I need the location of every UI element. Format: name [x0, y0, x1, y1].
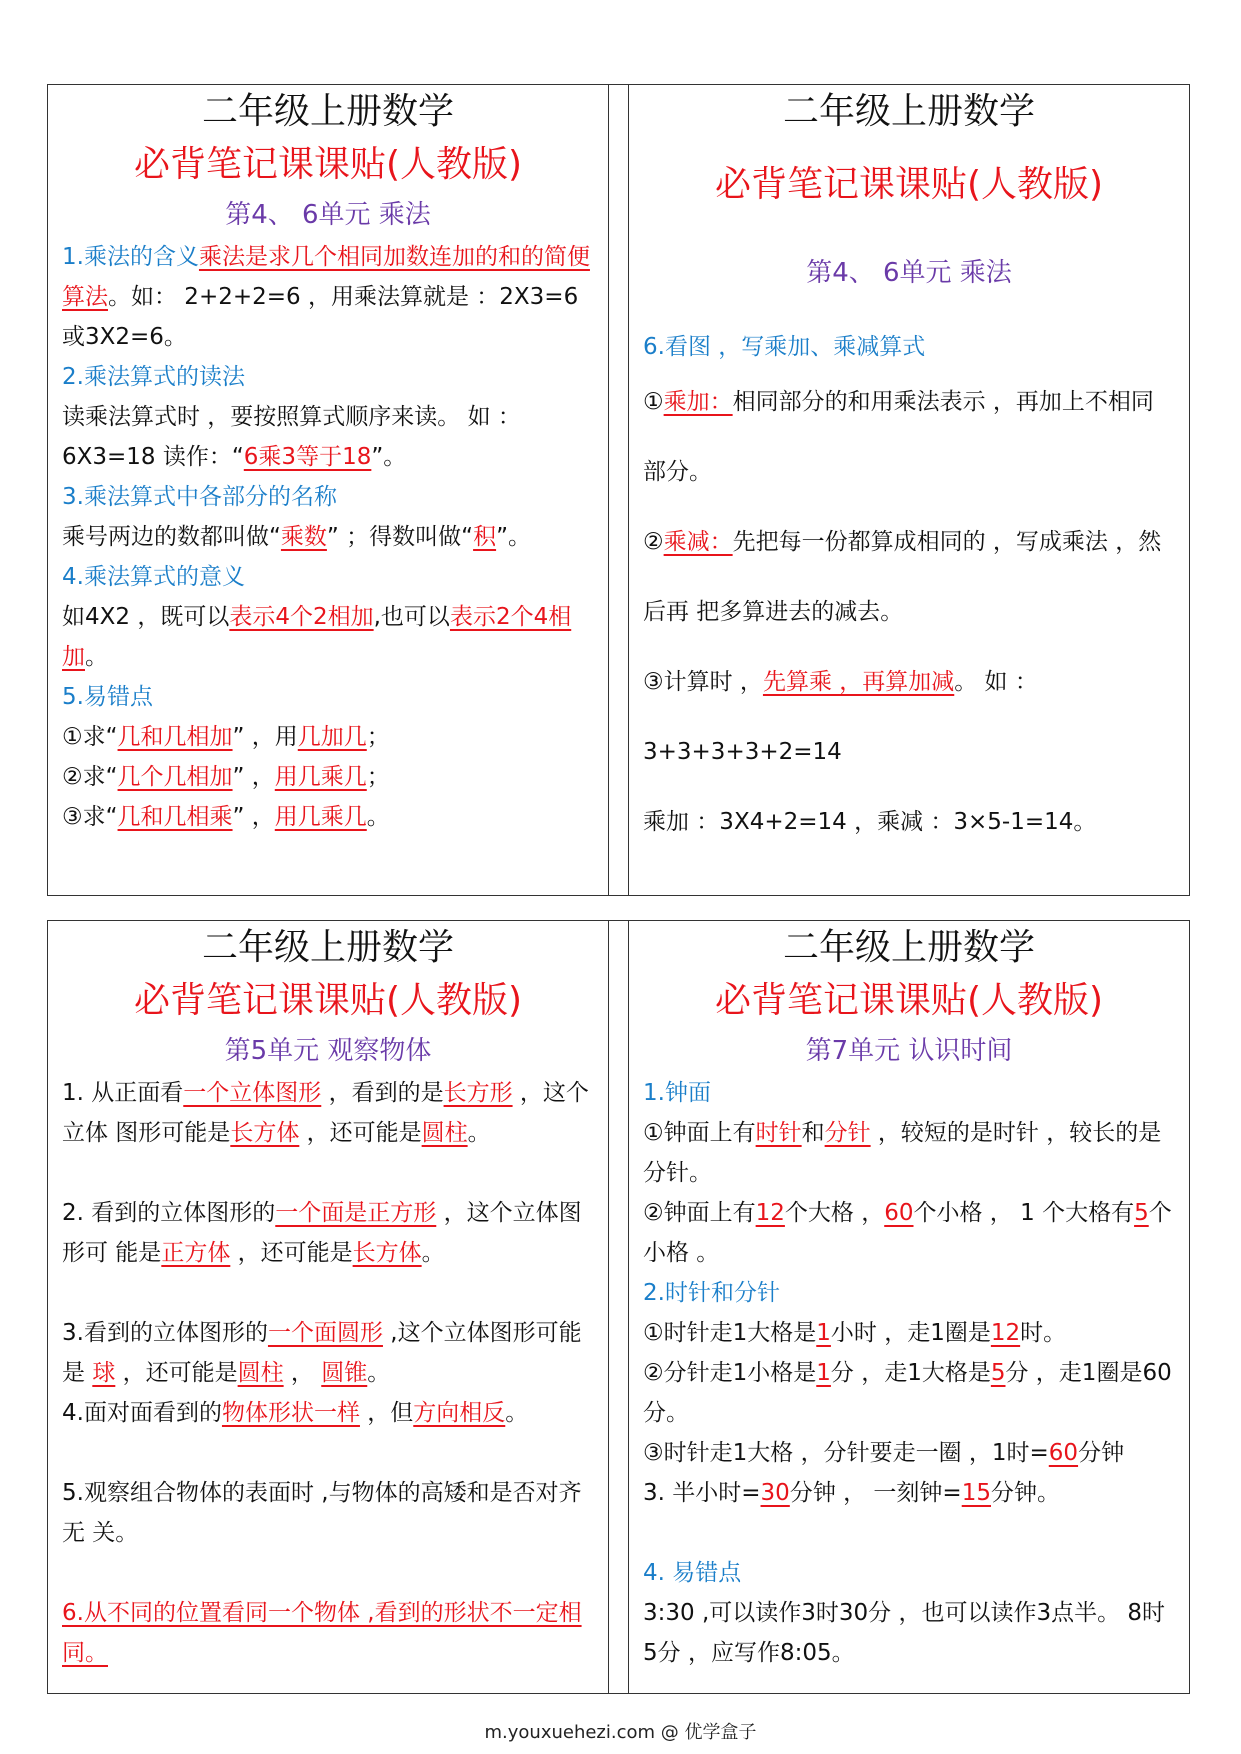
- key-point: 积: [473, 524, 497, 550]
- text: ；: [366, 724, 390, 750]
- text: 。: [367, 1360, 391, 1386]
- unit-title: 第4、 6单元 乘法: [806, 258, 1012, 288]
- card-observing-objects: [48, 921, 608, 1693]
- text: ，看到的是: [321, 1080, 444, 1106]
- text: ” ，: [232, 804, 275, 830]
- grade-title: 二年级上册数学: [201, 91, 454, 132]
- key-point: 6.从不同的位置看同一个物体 ,看到的形状不一定相同。: [62, 1600, 582, 1666]
- point-4: [62, 1393, 594, 1433]
- text: ” ；得数叫做“: [326, 524, 474, 550]
- text: ③时针走1大格 ，分针要走一圈 ，1时=: [643, 1440, 1049, 1466]
- text: 分钟: [1078, 1440, 1125, 1466]
- text: ,这个立体图形可能是: [62, 1320, 582, 1386]
- text: 分 ，走1圈是60分。: [643, 1360, 1172, 1426]
- key-point: 一个面圆形: [267, 1320, 383, 1346]
- clock-face-line: [643, 1113, 1175, 1193]
- card-subtitle: 必背笔记课课贴(人教版): [133, 980, 523, 1021]
- text: 。如： 2+2+2=6 ，用乘法算就是 ：2X3=6或3X2=6。: [62, 284, 579, 350]
- key-point: 几加几: [297, 724, 367, 750]
- example-expression: 3+3+3+3+2=14: [643, 739, 842, 765]
- text: 。 如 ：: [954, 669, 1038, 695]
- text: ，这个立体 图形可能是: [62, 1080, 589, 1146]
- grade-title: 二年级上册数学: [782, 91, 1035, 132]
- rule-multiply-subtract: [643, 507, 1175, 647]
- text: 如4X2 ，既可以: [62, 604, 230, 630]
- text: 分钟。: [991, 1480, 1060, 1506]
- section-heading: 6.看图 ，写乘加、乘减算式: [643, 334, 926, 360]
- section-heading: 4.乘法算式的意义: [62, 564, 245, 590]
- text: 3.看到的立体图形的: [62, 1320, 268, 1346]
- key-point: 时针: [755, 1120, 802, 1146]
- card-subtitle: 必背笔记课课贴(人教版): [714, 980, 1104, 1021]
- text: 4.面对面看到的: [62, 1400, 222, 1426]
- section-heading: 1.钟面: [643, 1080, 711, 1106]
- text: 先把每一份都算成相同的 ，写成乘法 ，然后再 把多算进去的减去。: [643, 529, 1162, 625]
- text: ” ，用: [232, 724, 298, 750]
- key-point: 几和几相乘: [117, 804, 233, 830]
- point-1: [62, 1073, 594, 1153]
- section-heading: 1.乘法的含义: [62, 244, 199, 270]
- text: ②求“: [62, 764, 118, 790]
- text: ①钟面上有: [643, 1120, 756, 1146]
- unit-title: 第4、 6单元 乘法: [225, 200, 431, 230]
- spacer: [62, 1553, 594, 1593]
- card-subtitle: 必背笔记课课贴(人教版): [714, 164, 1104, 205]
- text: 2. 看到的立体图形的: [62, 1200, 276, 1226]
- text: ，但: [359, 1400, 414, 1426]
- key-point: 30: [760, 1480, 790, 1506]
- key-point: 用几乘几: [274, 764, 367, 790]
- text: ，较短的是时针 ，较长的是分针。: [643, 1120, 1162, 1186]
- rule-multiply-add: [643, 367, 1175, 507]
- conversion-line: [643, 1473, 1175, 1513]
- section-heading: 2.乘法算式的读法: [62, 364, 245, 390]
- section-1: [62, 237, 594, 357]
- key-point: 乘减：: [663, 529, 733, 555]
- key-point: 正方体: [161, 1240, 231, 1266]
- point-5: 5.观察组合物体的表面时 ,与物体的高矮和是否对齐无 关。: [62, 1480, 582, 1546]
- key-point: 长方体: [352, 1240, 422, 1266]
- text: 。: [505, 1400, 529, 1426]
- clock-face-line: [643, 1193, 1175, 1273]
- key-point: 长方形: [443, 1080, 513, 1106]
- key-point: 5: [990, 1360, 1006, 1386]
- spacer: [62, 1433, 594, 1473]
- key-point: 几个几相加: [117, 764, 233, 790]
- text: 和: [801, 1120, 825, 1146]
- hand-line: [643, 1433, 1175, 1473]
- key-point: 乘加：: [663, 389, 733, 415]
- text: ，还可能是: [230, 1240, 353, 1266]
- text: 个大格 ，: [784, 1200, 885, 1226]
- section-heading: 5.易错点: [62, 684, 153, 710]
- key-point: 方向相反: [413, 1400, 506, 1426]
- key-point: 12: [755, 1200, 785, 1226]
- key-point: 60: [1048, 1440, 1079, 1466]
- text: ，这个立体图形可 能是: [62, 1200, 582, 1266]
- text: ，: [283, 1360, 322, 1386]
- text: 。: [366, 804, 390, 830]
- key-point: 表示2个4相加: [62, 604, 572, 670]
- key-point: 6乘3等于18: [243, 444, 372, 470]
- unit-title: 第5单元 观察物体: [224, 1036, 432, 1066]
- key-point: 物体形状一样: [221, 1400, 360, 1426]
- key-point: 用几乘几: [274, 804, 367, 830]
- text: 。: [421, 1240, 445, 1266]
- grade-title: 二年级上册数学: [782, 927, 1035, 968]
- unit-title: 第7单元 认识时间: [805, 1036, 1013, 1066]
- text: 个小格 ， 1 个大格有: [913, 1200, 1135, 1226]
- text: 相同部分的和用乘法表示 ，再加上不相同部分。: [643, 389, 1154, 485]
- gutter-divider: [608, 85, 629, 895]
- text: 乘号两边的数都叫做“: [62, 524, 281, 550]
- point-2: [62, 1193, 594, 1273]
- top-sheet: [47, 84, 1190, 896]
- text: ，还可能是: [299, 1120, 422, 1146]
- footer-site-credit: m.youxuehezi.com @ 优学盒子: [484, 1722, 757, 1743]
- card-telling-time: [629, 921, 1189, 1693]
- key-point: 圆锥: [321, 1360, 368, 1386]
- section-2-text: [62, 397, 594, 477]
- key-point: 球: [92, 1360, 116, 1386]
- bottom-sheet: [47, 920, 1190, 1694]
- key-point: 表示4个2相加: [229, 604, 374, 630]
- key-point: 先算乘 ，再算加减: [762, 669, 955, 695]
- section-heading: 3.乘法算式中各部分的名称: [62, 484, 337, 510]
- text: ,也可以: [373, 604, 450, 630]
- text: ①求“: [62, 724, 118, 750]
- text: ①时针走1大格是: [643, 1320, 817, 1346]
- card-subtitle: 必背笔记课课贴(人教版): [133, 144, 523, 185]
- text: ，还可能是: [115, 1360, 238, 1386]
- text: ；: [366, 764, 390, 790]
- text: 分 ，走1大格是: [830, 1360, 991, 1386]
- text: ”。: [496, 524, 531, 550]
- key-point: 一个面是正方形: [275, 1200, 437, 1226]
- spacer: [62, 1153, 594, 1193]
- text: ” ，: [232, 764, 275, 790]
- key-point: 12: [990, 1320, 1021, 1346]
- key-point: 圆柱: [237, 1360, 284, 1386]
- key-point: 乘法是求几个相同加数连加的和的简便算法: [62, 244, 590, 310]
- example-answers: 乘加 ：3X4+2=14 ，乘减 ：3×5-1=14。: [643, 809, 1097, 835]
- mistake-line: [62, 717, 594, 757]
- key-point: 圆柱: [421, 1120, 468, 1146]
- grade-title: 二年级上册数学: [201, 927, 454, 968]
- text: 时。: [1020, 1320, 1067, 1346]
- key-point: 一个立体图形: [183, 1080, 322, 1106]
- key-point: 1: [816, 1360, 831, 1386]
- gutter-divider: [608, 921, 629, 1693]
- key-point: 几和几相加: [117, 724, 233, 750]
- text: ③求“: [62, 804, 118, 830]
- mistake-text: 3:30 ,可以读作3时30分 ，也可以读作3点半。 8时5分 ，应写作8:05。: [643, 1600, 1166, 1666]
- section-3-text: [62, 517, 594, 557]
- text: 3. 半小时=: [643, 1480, 761, 1506]
- mistake-line: [62, 757, 594, 797]
- text: ②分针走1小格是: [643, 1360, 817, 1386]
- section-heading: 2.时针和分针: [643, 1280, 780, 1306]
- text: 读乘法算式时 ，要按照算式顺序来读。 如 ：6X3=18 读作：“: [62, 404, 521, 470]
- key-point: 乘数: [280, 524, 327, 550]
- hand-line: [643, 1353, 1175, 1433]
- key-point: 分针: [824, 1120, 871, 1146]
- text: ①: [643, 389, 664, 415]
- spacer: [62, 1273, 594, 1313]
- spacer: [643, 1513, 1175, 1553]
- text: 1. 从正面看: [62, 1080, 184, 1106]
- text: 。: [85, 644, 108, 670]
- card-multiplication-1: [48, 85, 608, 895]
- text: 个小格 。: [643, 1200, 1172, 1266]
- mistake-line: [62, 797, 594, 837]
- key-point: 长方体: [230, 1120, 300, 1146]
- hand-line: [643, 1313, 1175, 1353]
- text: 分钟 ， 一刻钟=: [789, 1480, 962, 1506]
- point-6: [62, 1593, 594, 1673]
- key-point: 15: [961, 1480, 991, 1506]
- text: 小时 ，走1圈是: [830, 1320, 991, 1346]
- section-4-text: [62, 597, 594, 677]
- text: ③计算时 ，: [643, 669, 763, 695]
- key-point: 60: [884, 1200, 914, 1226]
- rule-order: [643, 647, 1175, 717]
- text: ”。: [371, 444, 407, 470]
- card-multiplication-2: [629, 85, 1189, 895]
- point-3: [62, 1313, 594, 1393]
- key-point: 5: [1134, 1200, 1149, 1226]
- text: 。: [467, 1120, 491, 1146]
- text: ②: [643, 529, 664, 555]
- key-point: 1: [816, 1320, 831, 1346]
- section-heading: 4. 易错点: [643, 1560, 742, 1586]
- text: ②钟面上有: [643, 1200, 756, 1226]
